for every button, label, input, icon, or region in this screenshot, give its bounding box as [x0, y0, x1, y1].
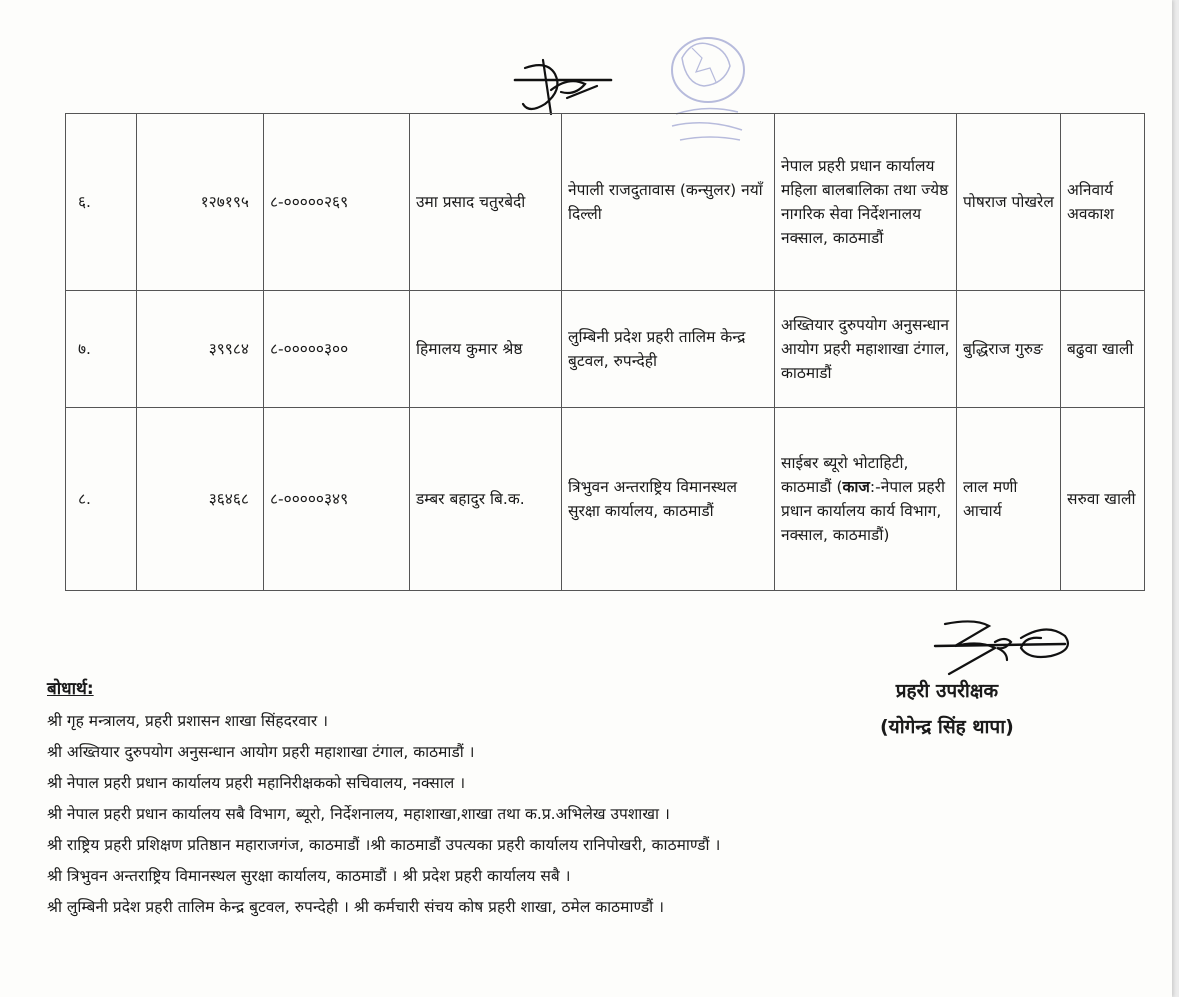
serial-cell: ७. [66, 291, 137, 408]
police-number-cell: ३६४६८ [137, 408, 264, 591]
serial-cell: ६. [66, 114, 137, 291]
deputation-text: :-नेपाल प्रहरी प्रधान कार्यालय कार्य विभाग, नक्साल, काठमाडौं) [781, 478, 945, 544]
police-number-cell: ३९९८४ [137, 291, 264, 408]
remark-cell: बढुवा खाली [1061, 291, 1145, 408]
cc-heading: बोधार्थ: [47, 679, 94, 699]
signatory-name: (योगेन्द्र सिंह थापा) [880, 716, 1014, 738]
employee-code-cell: ८-०००००२६९ [264, 114, 410, 291]
new-office-cell: अख्तियार दुरुपयोग अनुसन्धान आयोग प्रहरी महाशाखा टंगाल, काठमाडौं [775, 291, 957, 408]
list-item: श्री राष्ट्रिय प्रहरी प्रशिक्षण प्रतिष्ठान महाराजगंज, काठमाडौं ।श्री काठमाडौं उपत्यका प्रहरी कार्यालय रानिपोखरी, काठमाण्डौं । [47, 836, 721, 854]
employee-code-cell: ८-०००००३४९ [264, 408, 410, 591]
serial-cell: ८. [66, 408, 137, 591]
list-item: श्री नेपाल प्रहरी प्रधान कार्यालय प्रहरी महानिरीक्षकको सचिवालय, नक्साल । [47, 774, 466, 792]
current-office-cell: लुम्बिनी प्रदेश प्रहरी तालिम केन्द्र बुटवल, रुपन्देही [562, 291, 775, 408]
table-row [66, 114, 1145, 291]
cc-list [47, 706, 720, 923]
deputation-label: काज [842, 478, 870, 496]
transfer-table [65, 113, 1145, 591]
name-cell: डम्बर बहादुर बि.क. [410, 408, 562, 591]
approver-cell: पोषराज पोखरेल [957, 114, 1061, 291]
new-office-text: साईबर ब्यूरो भोटाहिटी, काठमाडौं [781, 454, 909, 496]
remark-cell: अनिवार्य अवकाश [1061, 114, 1145, 291]
list-item: श्री नेपाल प्रहरी प्रधान कार्यालय सबै विभाग, ब्यूरो, निर्देशनालय, महाशाखा,शाखा तथा क.प्र.अभिलेख उपशाखा । [47, 805, 670, 823]
employee-code-cell: ८-०००००३०० [264, 291, 410, 408]
list-item: श्री त्रिभुवन अन्तराष्ट्रिय विमानस्थल सुरक्षा कार्यालय, काठमाडौं । श्री प्रदेश प्रहरी कार्यालय सबै । [47, 867, 571, 885]
current-office-cell: त्रिभुवन अन्तराष्ट्रिय विमानस्थल सुरक्षा कार्यालय, काठमाडौं [562, 408, 775, 591]
signatory-title: प्रहरी उपरीक्षक [895, 680, 999, 702]
list-item: श्री लुम्बिनी प्रदेश प्रहरी तालिम केन्द्र बुटवल, रुपन्देही । श्री कर्मचारी संचय कोष प्रहरी शाखा, ठमेल काठमाण्डौं । [47, 898, 664, 916]
list-item: श्री अख्तियार दुरुपयोग अनुसन्धान आयोग प्रहरी महाशाखा टंगाल, काठमाडौं । [47, 743, 475, 761]
approver-cell: बुद्धिराज गुरुङ [957, 291, 1061, 408]
police-number-cell: १२७१९५ [137, 114, 264, 291]
approver-cell: लाल मणी आचार्य [957, 408, 1061, 591]
signatory-block [880, 672, 1014, 744]
new-office-cell: नेपाल प्रहरी प्रधान कार्यालय महिला बालबालिका तथा ज्येष्ठ नागरिक सेवा निर्देशनालय नक्साल, काठमाडौं [775, 114, 957, 291]
signature-top [505, 50, 620, 122]
list-item: श्री गृह मन्त्रालय, प्रहरी प्रशासन शाखा सिंहदरवार । [47, 712, 328, 730]
table-row [66, 291, 1145, 408]
name-cell: उमा प्रसाद चतुरबेदी [410, 114, 562, 291]
current-office-cell: नेपाली राजदुतावास (कन्सुलर) नयाँ दिल्ली [562, 114, 775, 291]
name-cell: हिमालय कुमार श्रेष्ठ [410, 291, 562, 408]
remark-cell: सरुवा खाली [1061, 408, 1145, 591]
table-row [66, 408, 1145, 591]
new-office-cell: साईबर ब्यूरो भोटाहिटी, काठमाडौं (काज:-नेपाल प्रहरी प्रधान कार्यालय कार्य विभाग, नक्साल, काठमाडौं) [775, 408, 957, 591]
